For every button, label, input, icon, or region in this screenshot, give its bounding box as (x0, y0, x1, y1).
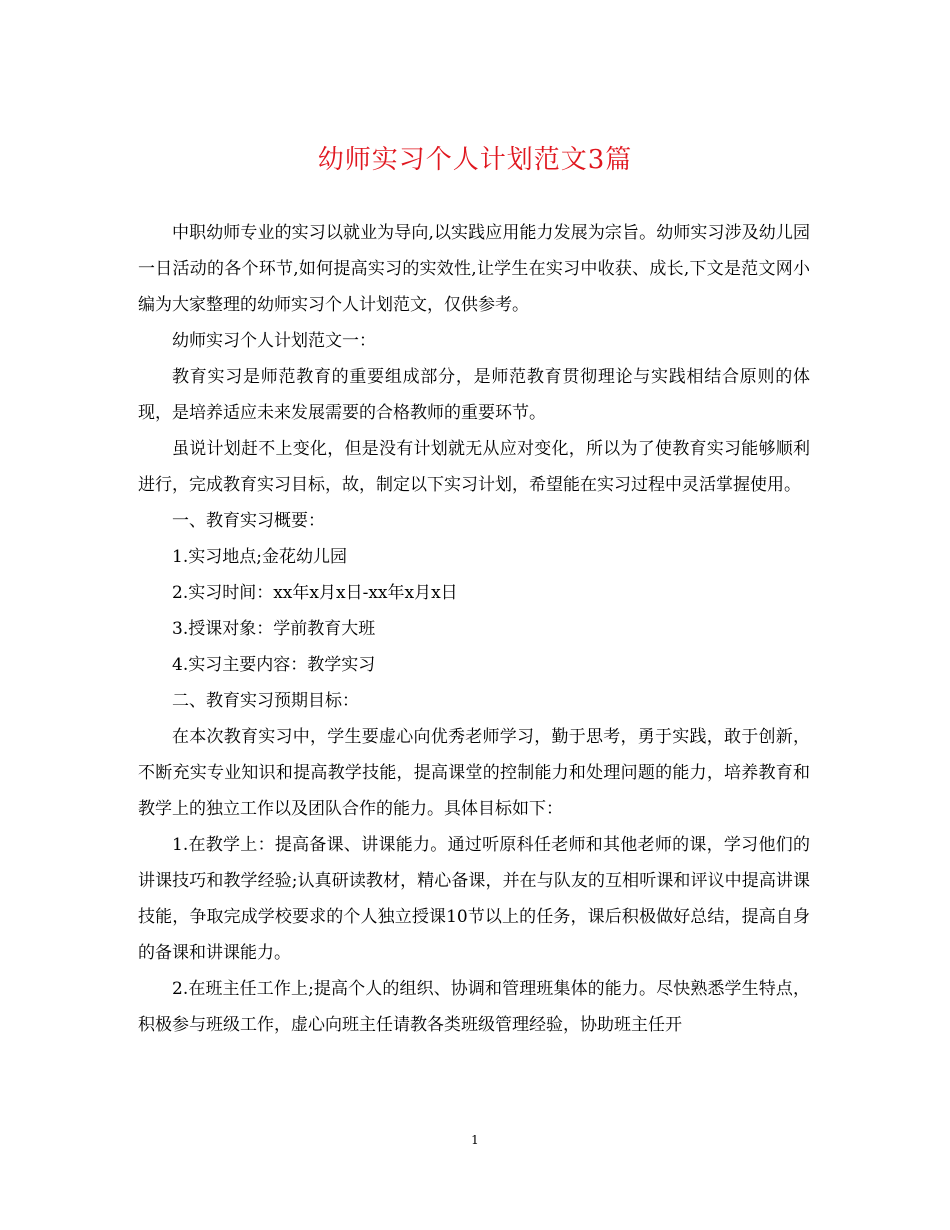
list-item: 1.实习地点;金花幼儿园 (172, 547, 347, 567)
list-item: 4.实习主要内容：教学实习 (172, 655, 376, 675)
paragraph-heading-goals: 二、教育实习预期目标： (172, 691, 359, 711)
list-item: 2.实习时间：xx年x月x日-xx年x月x日 (172, 583, 458, 603)
document-title: 幼师实习个人计划范文3篇 (317, 145, 633, 175)
paragraph: 教育实习是师范教育的重要组成部分，是师范教育贯彻理论与实践相结合原则的体现，是培养适应未来发展需要的合格教师的重要环节。 (138, 367, 810, 423)
page-number: 1 (471, 1133, 479, 1147)
paragraph-heading-overview: 一、教育实习概要： (172, 511, 325, 531)
paragraph: 虽说计划赶不上变化，但是没有计划就无从应对变化，所以为了使教育实习能够顺利进行，完成教育实习目标，故，制定以下实习计划，希望能在实习过程中灵活掌握使用。 (138, 439, 810, 495)
list-item: 1.在教学上：提高备课、讲课能力。通过听原科任老师和其他老师的课，学习他们的讲课技巧和教学经验;认真研读教材，精心备课，并在与队友的互相听课和评议中提高讲课技能，争取完成学校要求的个人独立授课10节以上的任务，课后积极做好总结，提高自身的备课和讲课能力。 (138, 835, 810, 963)
list-item: 3.授课对象：学前教育大班 (172, 619, 376, 639)
paragraph: 在本次教育实习中，学生要虚心向优秀老师学习，勤于思考，勇于实践，敢于创新，不断充实专业知识和提高教学技能，提高课堂的控制能力和处理问题的能力，培养教育和教学上的独立工作以及团队合作的能力。具体目标如下： (138, 727, 810, 819)
list-item: 2.在班主任工作上;提高个人的组织、协调和管理班集体的能力。尽快熟悉学生特点，积极参与班级工作，虚心向班主任请教各类班级管理经验，协助班主任开 (138, 979, 810, 1035)
paragraph-section-heading: 幼师实习个人计划范文一： (172, 331, 376, 351)
document-body (138, 215, 810, 1043)
paragraph-intro: 中职幼师专业的实习以就业为导向,以实践应用能力发展为宗旨。幼师实习涉及幼儿园一日活动的各个环节,如何提高实习的实效性,让学生在实习中收获、成长,下文是范文网小编为大家整理的幼师实习个人计划范文，仅供参考。 (138, 223, 810, 315)
